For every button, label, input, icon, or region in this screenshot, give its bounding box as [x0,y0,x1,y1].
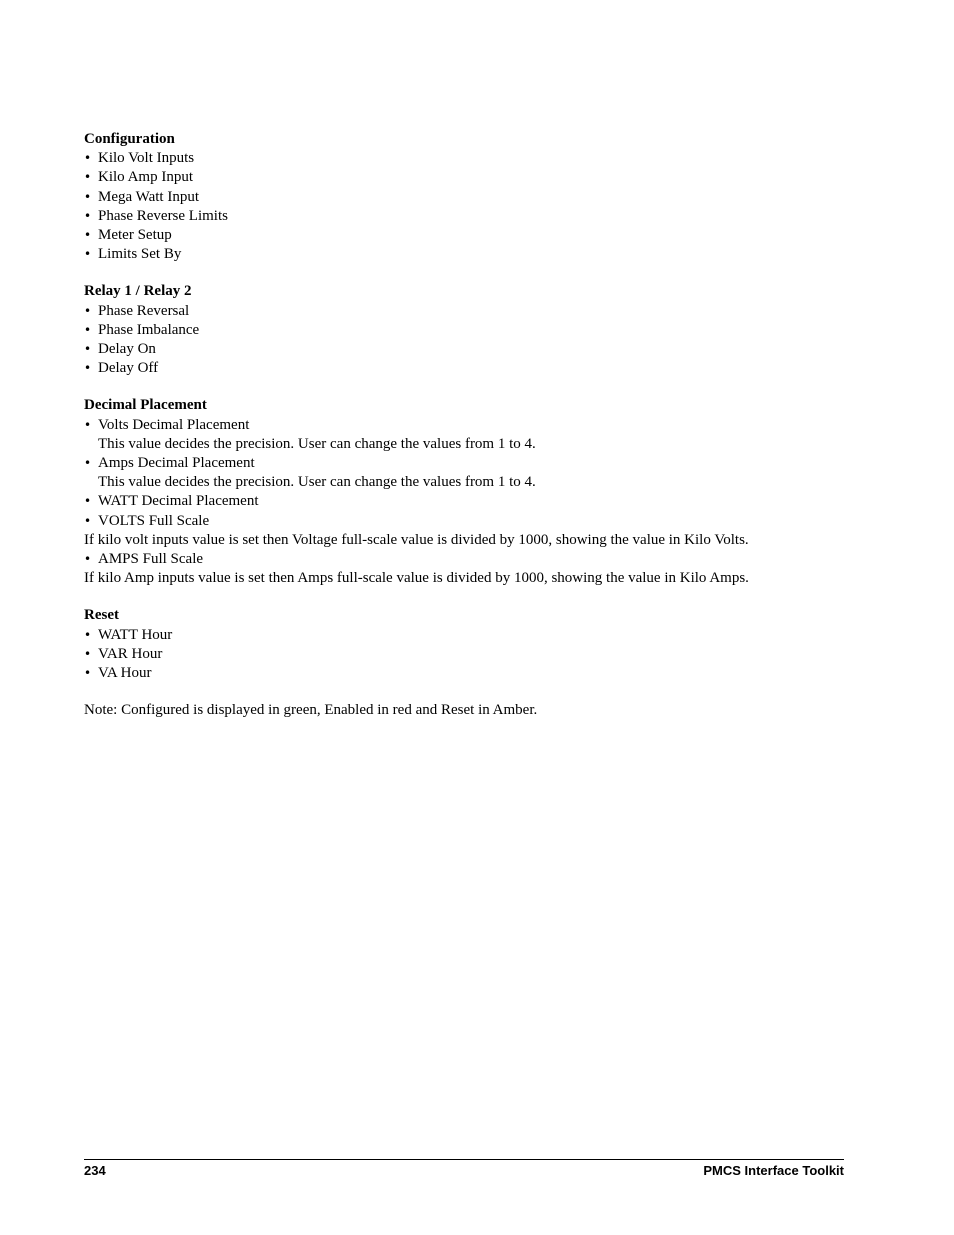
relay-list [84,302,844,379]
decimal-list [84,416,844,435]
list-item: • Delay On [84,340,844,359]
bullet-icon [84,207,98,226]
reset-heading: Reset [84,607,119,624]
configuration-heading: Configuration [84,131,175,147]
decimal-list-amps-full [84,550,844,569]
list-item: • Volts Decimal Placement [84,416,844,435]
list-item: • VAR Hour [84,645,844,664]
configuration-section [84,130,844,264]
relay-heading: Relay 1 / Relay 2 [84,283,192,300]
list-item: • AMPS Full Scale [84,550,844,569]
list-item: • Meter Setup [84,226,844,245]
amps-description: This value decides the precision. User can change the values from 1 to 4. [98,474,536,491]
list-item: • Kilo Volt Inputs [84,149,844,168]
bullet-icon [84,492,98,511]
decimal-list-amps [84,454,844,473]
decimal-heading: Decimal Placement [84,397,207,414]
bullet-icon [84,340,98,359]
bullet-icon [84,550,98,569]
bullet-icon [84,226,98,245]
decimal-section [84,396,844,588]
page-number: 234 [84,1163,106,1178]
list-item: • WATT Decimal Placement [84,492,844,511]
bullet-icon [84,359,98,378]
list-item: • WATT Hour [84,626,844,645]
document-body [84,130,844,720]
bullet-icon [84,149,98,168]
list-item: • Phase Reverse Limits [84,207,844,226]
decimal-list-watt [84,492,844,530]
bullet-icon [84,302,98,321]
list-item: • Phase Imbalance [84,321,844,340]
list-item: • Mega Watt Input [84,188,844,207]
bullet-icon [84,454,98,473]
bullet-icon [84,245,98,264]
list-item: • Delay Off [84,359,844,378]
bullet-icon [84,416,98,435]
reset-list [84,626,844,684]
list-item: • Amps Decimal Placement [84,454,844,473]
bullet-icon [84,188,98,207]
volts-description: This value decides the precision. User can change the values from 1 to 4. [98,435,536,452]
list-item: • Limits Set By [84,245,844,264]
list-item: • VA Hour [84,664,844,683]
note-text: Note: Configured is displayed in green, Enabled in red and Reset in Amber. [84,702,538,719]
relay-section [84,282,844,378]
list-item: • Phase Reversal [84,302,844,321]
volts-full-description: If kilo volt inputs value is set then Voltage full-scale value is divided by 1000, showing the value in Kilo Volts. [84,531,749,548]
document-title: PMCS Interface Toolkit [703,1163,844,1178]
list-item: • VOLTS Full Scale [84,512,844,531]
bullet-icon [84,645,98,664]
reset-section [84,606,844,683]
bullet-icon [84,626,98,645]
amps-full-description: If kilo Amp inputs value is set then Amps full-scale value is divided by 1000, showing the value in Kilo Amps. [84,570,749,587]
bullet-icon [84,168,98,187]
bullet-icon [84,664,98,683]
bullet-icon [84,512,98,531]
bullet-icon [84,321,98,340]
list-item: • Kilo Amp Input [84,168,844,187]
configuration-list [84,149,844,264]
page-footer [84,1159,844,1178]
